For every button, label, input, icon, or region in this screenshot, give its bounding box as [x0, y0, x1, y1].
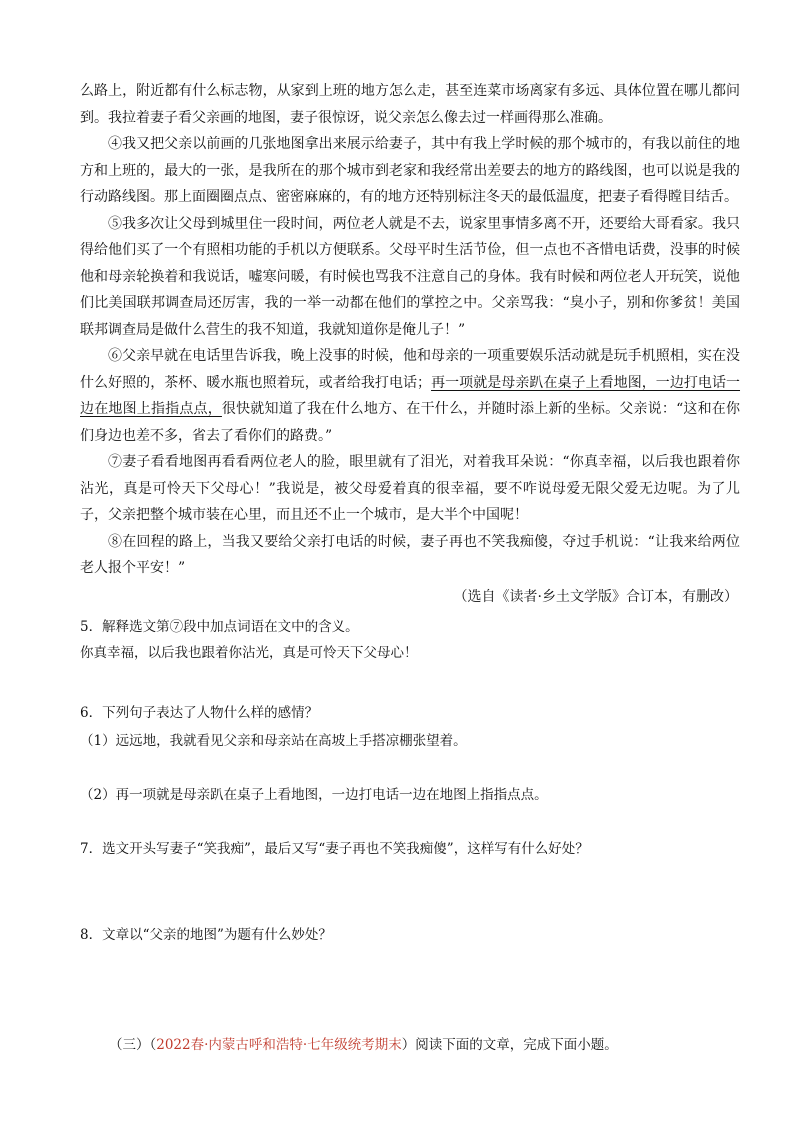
section-3-source-tag: 2022春·内蒙古呼和浩特·七年级统考期末 [156, 1037, 402, 1053]
question-7: 7．选文开头写妻子“笑我痴”，最后又写“妻子再也不笑我痴傻”，这样写有什么好处？ [80, 840, 589, 857]
paragraph-continued: 么路上，附近都有什么标志物，从家到上班的地方怎么走，甚至连菜市场离家有多远、具体位置在哪儿都问到。我拉着妻子看父亲画的地图，妻子很惊讶，说父亲怎么像去过一样画得那么准确。 [80, 83, 740, 126]
question-8: 8．文章以“父亲的地图”为题有什么妙处？ [80, 926, 332, 943]
question-5-sentence: 你真幸福，以后我也跟着你沾光，真是可怜天下父母心！ [80, 644, 418, 661]
paragraph-8: ⑧在回程的路上，当我又要给父亲打电话的时候，妻子再也不笑我痴傻，夺过手机说：“让我来给两位老人报个平安！” [80, 533, 740, 576]
paragraph-6-part-2: 很快就知道了我在什么地方、在干什么，并随时添上新的坐标。父亲说：“这和在你们身边也差不多，省去了看你们的路费。” [80, 401, 740, 444]
paragraph-4: ④我又把父亲以前画的几张地图拿出来展示给妻子，其中有我上学时候的那个城市的，有我以前住的地方和上班的，最大的一张，是我所在的那个城市到老家和我经常出差要去的地方的路线图，也可以说是我的行动路线图。那上面圈圈点点、密密麻麻的，有的地方还特别标注冬天的最低温度，把妻子看得瞠目结舌。 [80, 136, 740, 205]
section-3-heading [109, 1032, 618, 1058]
question-6-item-2: （2）再一项就是母亲趴在桌子上看地图，一边打电话一边在地图上指指点点。 [80, 786, 548, 803]
source-citation: （选自《读者·乡土文学版》合订本，有删改） [453, 588, 738, 605]
paragraph-6-underlined-sentence: 再一项就是母亲趴在桌子上看地图，一边打电话一边在地图上指指点点， [80, 374, 741, 417]
question-6-item-1: （1）远远地，我就看见父亲和母亲站在高坡上手搭凉棚张望着。 [80, 732, 467, 749]
question-6: 6．下列句子表达了人物什么样的感情？ [80, 704, 319, 721]
section-3-prefix: （三）（ [109, 1037, 157, 1053]
document-body [80, 78, 740, 948]
paragraph-6-part-1: ⑥父亲早就在电话里告诉我，晚上没事的时候，他和母亲的一项重要娱乐活动就是玩手机照相，实在没什么好照的，茶杯、暖水瓶也照着玩，或者给我打电话； [80, 348, 740, 391]
paragraph-5: ⑤我多次让父母到城里住一段时间，两位老人就是不去，说家里事情多离不开，还要给大哥看家。我只得给他们买了一个有照相功能的手机以方便联系。父母平时生活节俭，但一点也不吝惜电话费，没事的时候他和母亲轮换着和我说话，嘘寒问暖，有时候也骂我不注意自己的身体。我有时候和两位老人开玩笑，说他们比美国联邦调查局还厉害，我的一举一动都在他们的掌控之中。父亲骂我：“臭小子，别和你爹贫！美国联邦调查局是做什么营生的我不知道，我就知道你是俺儿子！” [80, 215, 740, 338]
paragraph-7: ⑦妻子看看地图再看看两位老人的脸，眼里就有了泪光，对着我耳朵说：“你真幸福，以后我也跟着你沾光，真是可怜天下父母心！”我说是，被父母爱着真的很幸福，要不咋说母爱无限父爱无边呢。为了儿子，父亲把整个城市装在心里，而且还不止一个城市，是大半个中国呢！ [80, 454, 740, 523]
paragraph-6 [80, 343, 740, 449]
question-5: 5．解释选文第⑦段中加点词语在文中的含义。 [80, 618, 359, 635]
section-3-suffix: ）阅读下面的文章，完成下面小题。 [401, 1037, 618, 1053]
